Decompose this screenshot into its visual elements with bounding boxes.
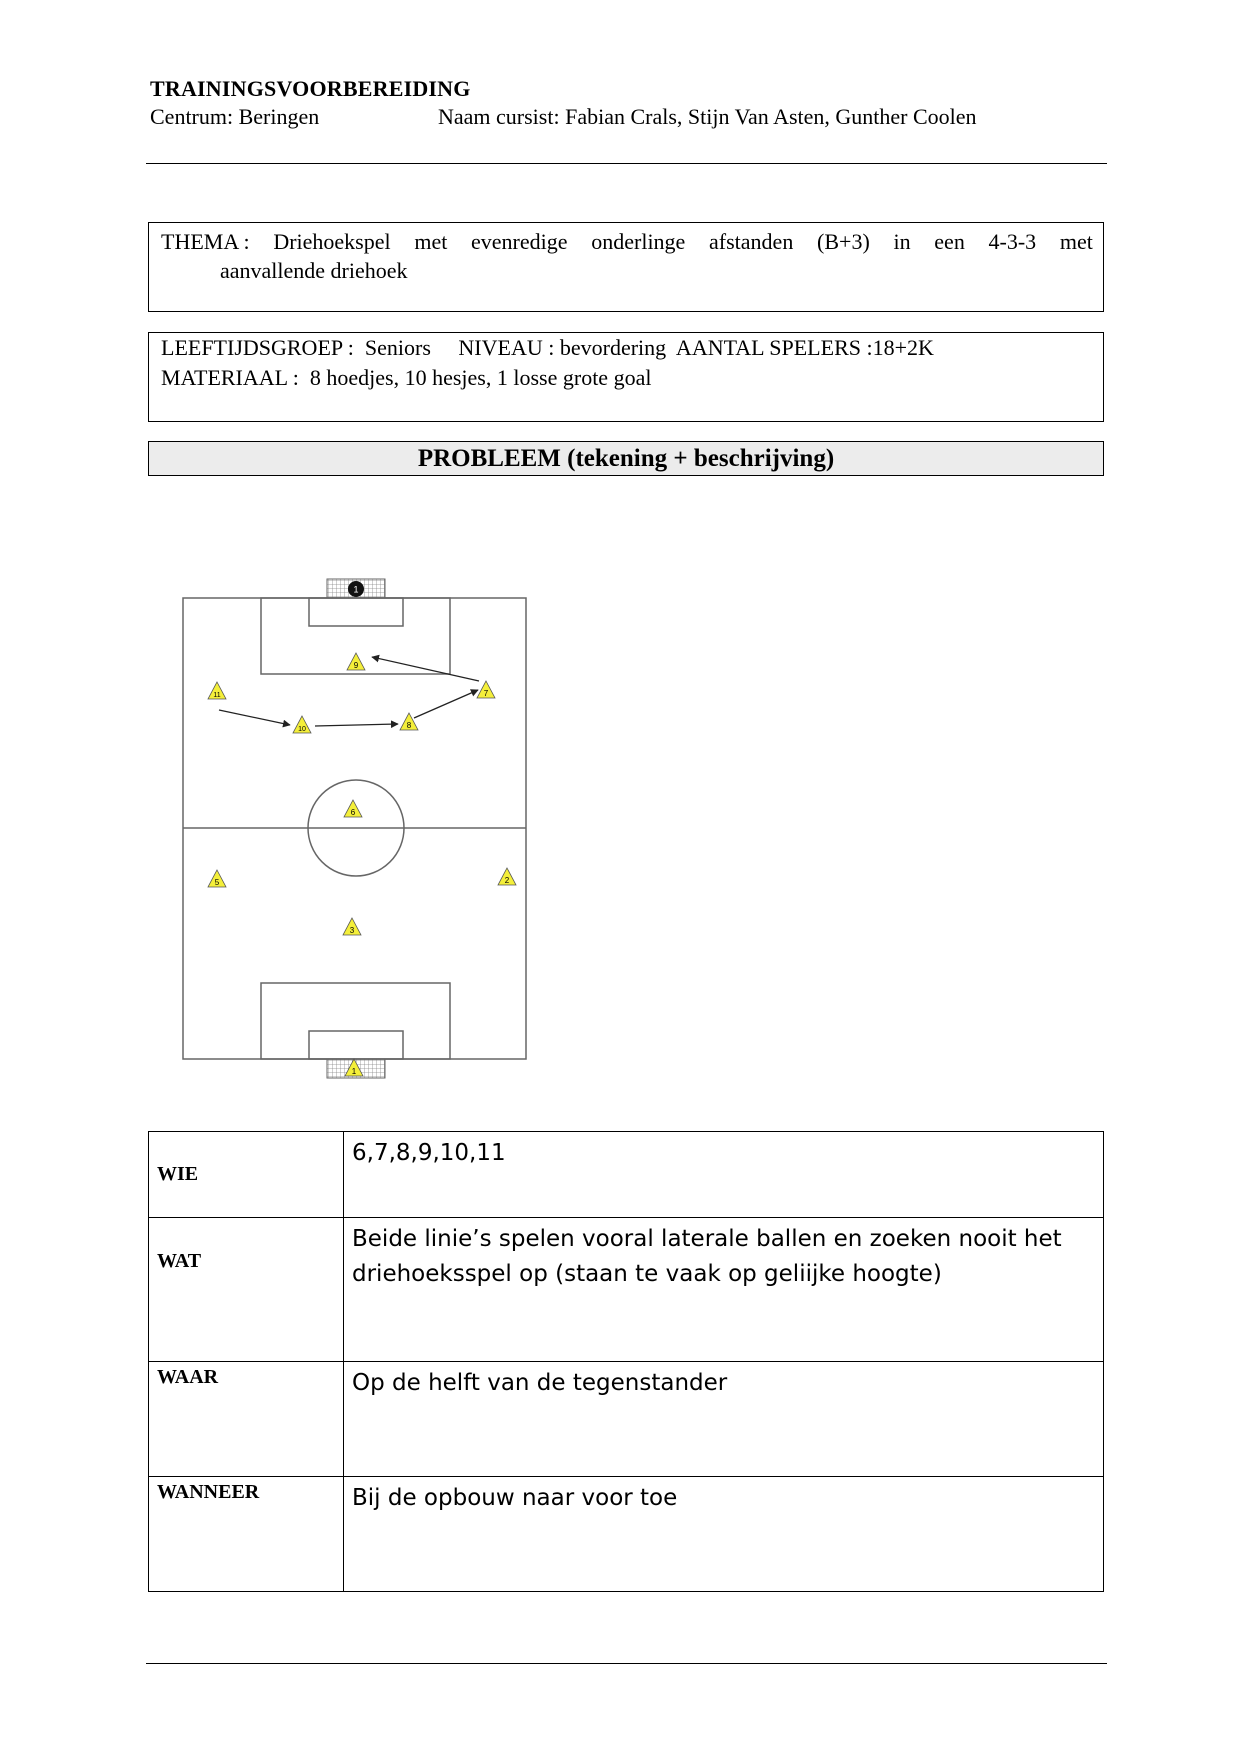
info-line1: LEEFTIJDSGROEP : Seniors NIVEAU : bevordering AANTAL SPELERS :18+2K xyxy=(161,335,934,360)
thema-word: met xyxy=(414,229,448,254)
pass-arrow-10-8 xyxy=(315,724,398,726)
player-number: 2 xyxy=(504,876,510,885)
player-cone-7 xyxy=(477,681,495,698)
bottom-goal-area xyxy=(309,1031,403,1059)
table-row xyxy=(149,1477,1104,1592)
thema-line1 xyxy=(161,227,1093,256)
thema-word: in xyxy=(893,229,911,254)
player-cone-11 xyxy=(208,682,226,699)
player-number: 7 xyxy=(483,689,489,698)
row-label-wie: WIE xyxy=(149,1132,344,1218)
table-row xyxy=(149,1132,1104,1218)
info-line2: MATERIAAL : 8 hoedjes, 10 hesjes, 1 losse grote goal xyxy=(161,365,652,390)
thema-word: THEMA : xyxy=(161,229,250,254)
player-cone-5 xyxy=(208,870,226,887)
row-value-wanneer: Bij de opbouw naar voor toe xyxy=(344,1477,1104,1592)
player-cone-2 xyxy=(498,868,516,885)
row-value-wat: Beide linie’s spelen vooral laterale ballen en zoeken nooit het driehoeksspel op (staan te vaak op geliijke hoogte) xyxy=(344,1218,1104,1362)
player-number: 11 xyxy=(213,692,221,699)
pass-arrow-7-9 xyxy=(372,657,479,681)
player-number: 1 xyxy=(351,1067,357,1076)
row-label-waar: WAAR xyxy=(149,1362,344,1477)
document-title: TRAININGSVOORBEREIDING xyxy=(150,76,471,101)
pass-arrow-11-10 xyxy=(219,710,290,725)
player-cone-8 xyxy=(400,713,418,730)
football-pitch-diagram xyxy=(176,572,536,1087)
player-keeper-top xyxy=(348,581,364,597)
thema-word: Driehoekspel xyxy=(273,229,391,254)
player-number: 8 xyxy=(406,721,412,730)
player-cone-3 xyxy=(343,918,361,935)
player-number: 3 xyxy=(349,926,355,935)
bottom-penalty-area xyxy=(261,983,450,1059)
top-goal-area xyxy=(309,598,403,626)
thema-word: evenredige xyxy=(471,229,568,254)
info-box xyxy=(148,332,1104,422)
row-label-wat: WAT xyxy=(149,1218,344,1362)
player-number: 10 xyxy=(298,726,306,733)
player-number: 6 xyxy=(350,808,356,817)
table-row xyxy=(149,1362,1104,1477)
thema-word: onderlinge xyxy=(591,229,686,254)
centrum-label: Centrum: Beringen xyxy=(150,104,320,129)
thema-word: een xyxy=(934,229,965,254)
header-divider xyxy=(146,163,1107,164)
player-number: 9 xyxy=(353,661,359,670)
thema-box xyxy=(148,222,1104,312)
pass-arrow-8-7 xyxy=(414,690,478,718)
row-value-wie: 6,7,8,9,10,11 xyxy=(344,1132,1104,1218)
row-value-waar: Op de helft van de tegenstander xyxy=(344,1362,1104,1477)
cursist-names: Naam cursist: Fabian Crals, Stijn Van Asten, Gunther Coolen xyxy=(438,104,977,129)
player-number: 5 xyxy=(214,878,220,887)
row-label-wanneer: WANNEER xyxy=(149,1477,344,1592)
thema-word: afstanden xyxy=(709,229,794,254)
problem-table xyxy=(148,1131,1104,1592)
player-cone-9 xyxy=(347,653,365,670)
thema-word: met xyxy=(1059,229,1093,254)
footer-divider xyxy=(146,1663,1107,1664)
table-row xyxy=(149,1218,1104,1362)
player-cone-6 xyxy=(344,800,362,817)
probleem-heading: PROBLEEM (tekening + beschrijving) xyxy=(148,441,1104,476)
player-cone-10 xyxy=(293,716,311,733)
thema-line2: aanvallende driehoek xyxy=(220,258,408,283)
thema-word: (B+3) xyxy=(817,229,870,254)
player-number: 1 xyxy=(353,584,359,595)
thema-word: 4-3-3 xyxy=(988,229,1037,254)
